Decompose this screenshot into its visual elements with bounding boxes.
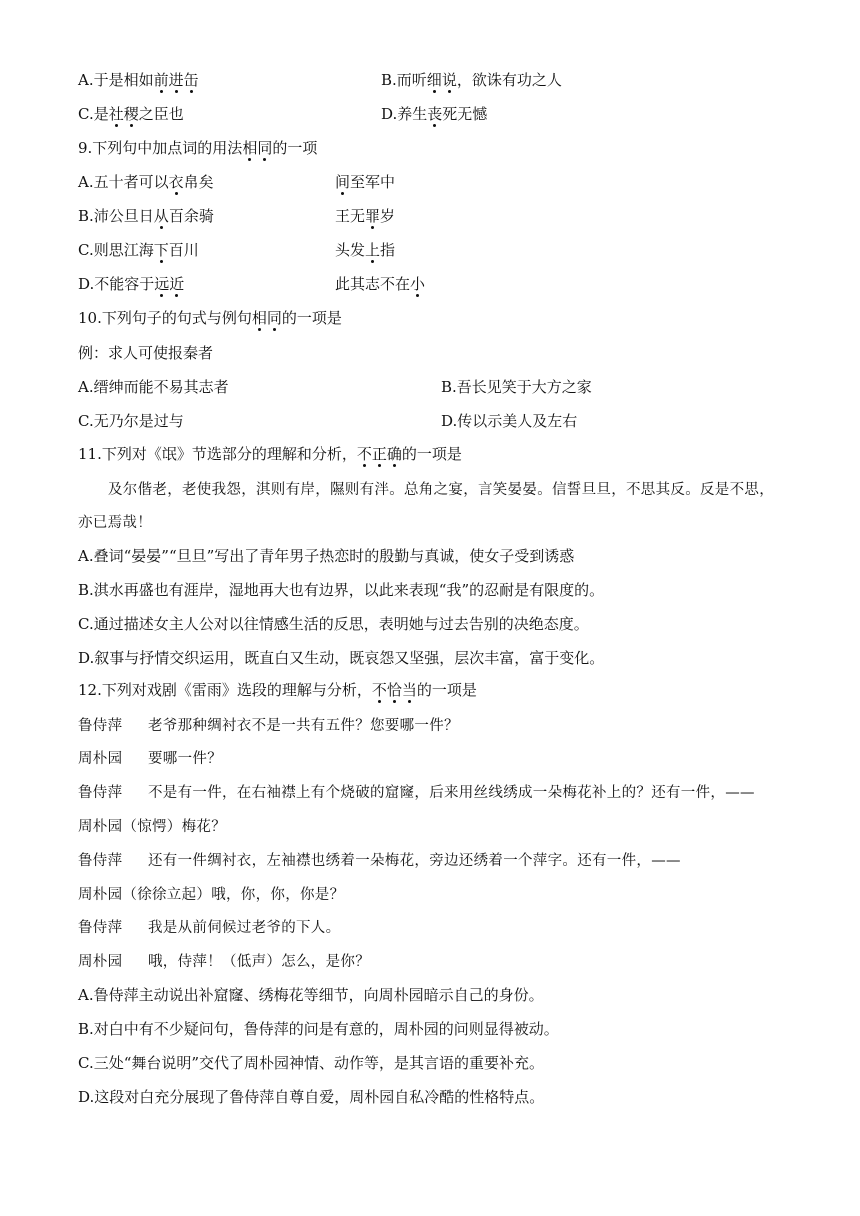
q10-option-a: A.缙绅而能不易其志者 [78, 378, 229, 396]
q9-stem: 9.下列句中加点词的用法相同的一项 [78, 139, 318, 157]
q8-option-c: C.是社稷之臣也 [78, 105, 184, 123]
q9-option-d-right: 此其志不在小 [335, 275, 426, 293]
q12-dialogue-4: 周朴园（惊愕）梅花？ [78, 819, 226, 835]
q11-option-d: D.叙事与抒情交织运用，既直白又生动，既哀怨又坚强，层次丰富，富于变化。 [78, 649, 605, 667]
q10-option-d: D.传以示美人及左右 [441, 412, 578, 430]
speaker-name: 鲁侍萍 [78, 785, 123, 801]
q12-dialogue-2: 周朴园 要哪一件？ [78, 751, 222, 767]
q12-stem: 12.下列对戏剧《雷雨》选段的理解与分析，不恰当的一项是 [78, 681, 477, 699]
speaker-name: 鲁侍萍 [78, 718, 123, 734]
q10-option-b: B.吾长见笑于大方之家 [441, 378, 592, 396]
q9-option-a-left: A.五十者可以衣帛矣 [78, 173, 214, 191]
q12-dialogue-7: 鲁侍萍 我是从前伺候过老爷的下人。 [78, 920, 341, 936]
q12-option-d: D.这段对白充分展现了鲁侍萍自尊自爱，周朴园自私冷酷的性格特点。 [78, 1088, 545, 1106]
q9-option-d-left: D.不能容于远近 [78, 275, 185, 293]
q12-option-c: C.三处“舞台说明”交代了周朴园神情、动作等，是其言语的重要补充。 [78, 1054, 545, 1072]
q9-option-b-left: B.沛公旦日从百余骑 [78, 207, 214, 225]
q10-example: 例：求人可使报秦者 [78, 344, 214, 362]
q9-option-b-right: 王无罪岁 [335, 207, 396, 225]
q12-dialogue-3: 鲁侍萍 不是有一件，在右袖襟上有个烧破的窟窿，后来用丝线绣成一朵梅花补上的？还有一件，—— [78, 785, 755, 801]
q12-dialogue-5: 鲁侍萍 还有一件绸衬衣，左袖襟也绣着一朵梅花，旁边还绣着一个萍字。还有一件，—— [78, 853, 681, 869]
q12-dialogue-1: 鲁侍萍 老爷那种绸衬衣不是一共有五件？您要哪一件？ [78, 718, 459, 734]
q8-option-a: A.于是相如前进缶 [78, 71, 199, 89]
q12-dialogue-6: 周朴园（徐徐立起）哦，你，你，你是？ [78, 887, 345, 903]
q10-option-c: C.无乃尔是过与 [78, 412, 184, 430]
q9-option-c-left: C.则思江海下百川 [78, 241, 199, 259]
q11-option-a: A.叠词“晏晏”“旦旦”写出了青年男子热恋时的殷勤与真诚，使女子受到诱惑 [78, 547, 575, 565]
q11-passage-line-2: 亦已焉哉！ [78, 515, 152, 531]
q9-option-c-right: 头发上指 [335, 241, 396, 259]
q10-stem: 10.下列句子的句式与例句相同的一项是 [78, 309, 342, 327]
q12-option-b: B.对白中有不少疑问句，鲁侍萍的问是有意的，周朴园的问则显得被动。 [78, 1020, 559, 1038]
q11-stem: 11.下列对《氓》节选部分的理解和分析，不正确的一项是 [78, 445, 462, 463]
q8-option-b: B.而听细说，欲诛有功之人 [381, 71, 562, 89]
speaker-name: 鲁侍萍 [78, 920, 123, 936]
q9-option-a-right: 间至军中 [335, 173, 396, 191]
q12-option-a: A.鲁侍萍主动说出补窟窿、绣梅花等细节，向周朴园暗示自己的身份。 [78, 986, 544, 1004]
q11-option-c: C.通过描述女主人公对以往情感生活的反思，表明她与过去告别的决绝态度。 [78, 615, 589, 633]
speaker-name: 周朴园 [78, 751, 123, 767]
q12-dialogue-8: 周朴园 哦，侍萍！（低声）怎么，是你？ [78, 954, 370, 970]
q11-passage-line-1: 及尔偕老，老使我怨，淇则有岸，隰则有泮。总角之宴，言笑晏晏。信誓旦旦，不思其反。反是不思， [108, 482, 774, 498]
speaker-name: 周朴园 [78, 954, 123, 970]
q8-option-d: D.养生丧死无憾 [381, 105, 488, 123]
q11-option-b: B.淇水再盛也有涯岸，湿地再大也有边界，以此来表现“我”的忍耐是有限度的。 [78, 581, 605, 599]
speaker-name: 鲁侍萍 [78, 853, 123, 869]
